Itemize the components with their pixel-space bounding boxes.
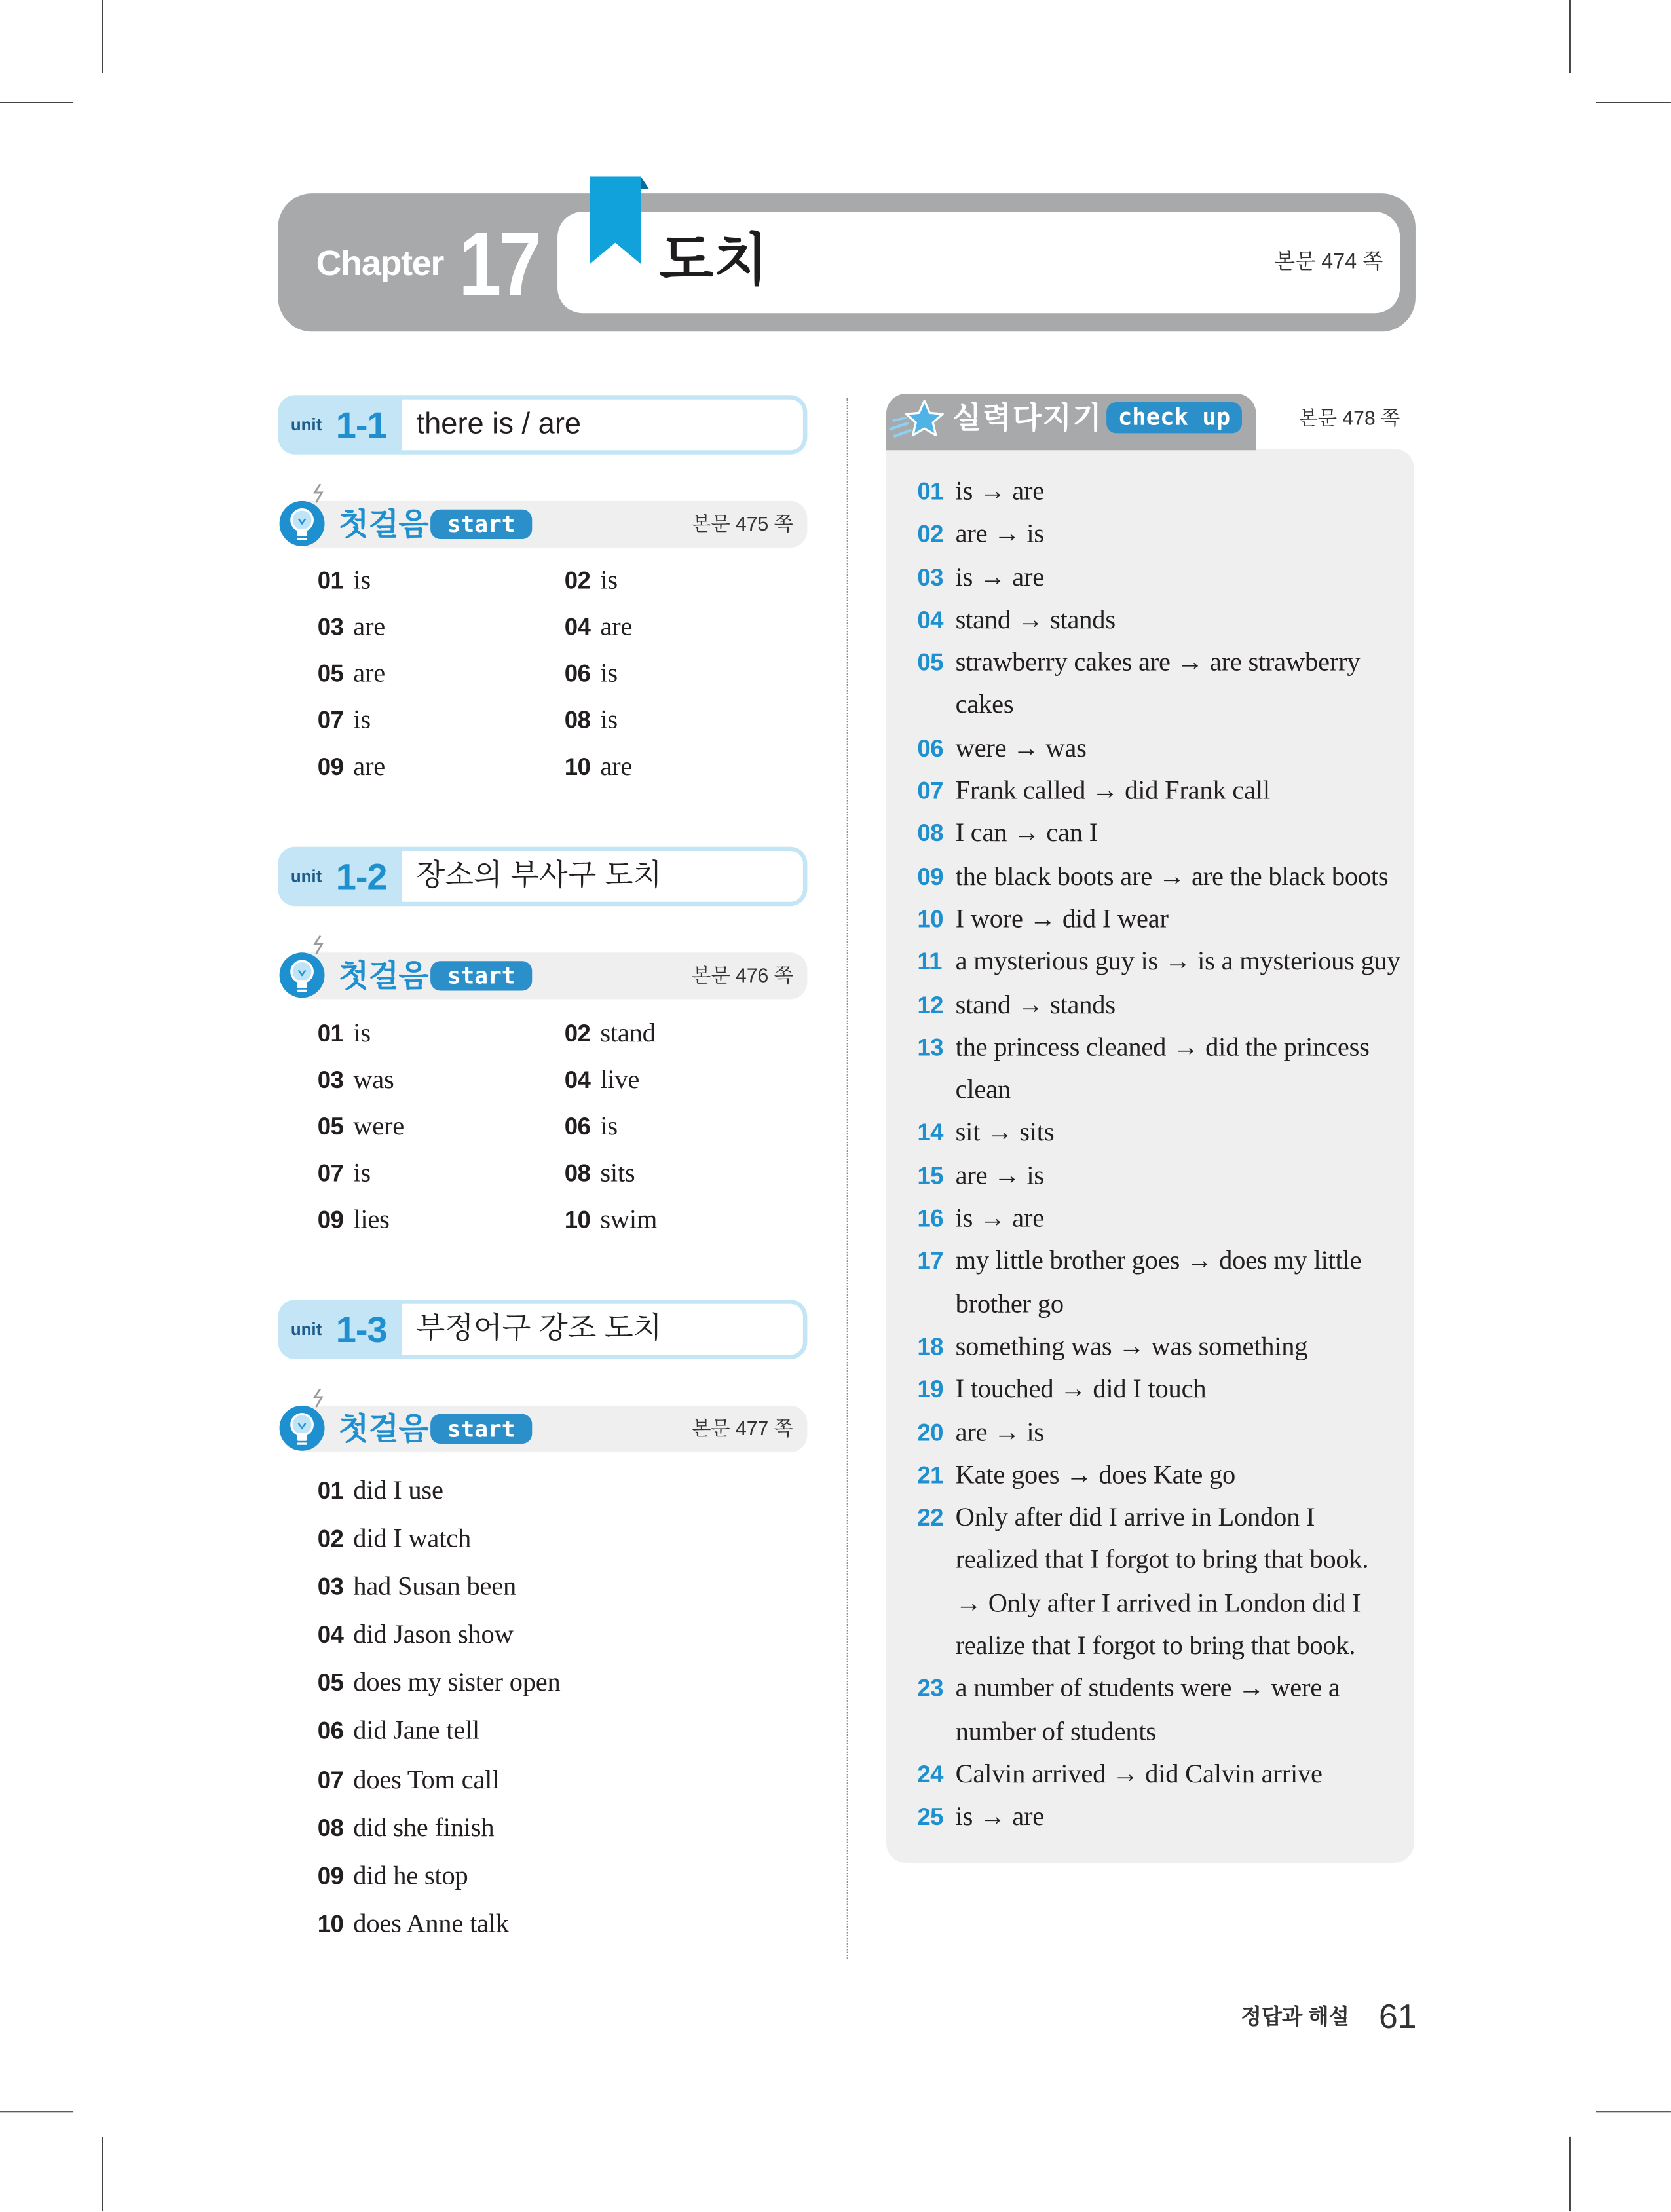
- answer-text: is: [600, 658, 618, 688]
- star-icon: [889, 398, 945, 443]
- section-bar: [278, 501, 807, 548]
- crop-mark: [1569, 0, 1571, 73]
- checkup-answer: [956, 514, 1404, 557]
- answer-list: [318, 1468, 808, 1949]
- checkup-tab: [886, 394, 1256, 450]
- checkup-number: 16: [917, 1205, 943, 1232]
- checkup-answer-line: are → is: [955, 1417, 1044, 1448]
- checkup-number: 25: [917, 1803, 943, 1831]
- unit-label: unit: [290, 1319, 322, 1340]
- answer-number: 06: [564, 660, 591, 687]
- answer-text: did I use: [353, 1476, 443, 1506]
- section-badge: start: [430, 510, 532, 539]
- checkup-item: [917, 1497, 1404, 1668]
- checkup-answer-line: are → is: [955, 1161, 1044, 1191]
- checkup-number: 08: [917, 820, 943, 848]
- answer-item: [318, 1103, 565, 1150]
- checkup-number: 10: [917, 906, 943, 933]
- checkup-item: [917, 1155, 1404, 1198]
- checkup-answer-line: Kate goes → does Kate go: [955, 1460, 1236, 1490]
- answer-number: 03: [317, 613, 344, 641]
- checkup-number: 22: [917, 1504, 943, 1531]
- answer-number: 09: [317, 753, 344, 780]
- checkup-answer: [956, 1241, 1404, 1327]
- answer-number: 05: [317, 660, 344, 687]
- checkup-answer-line: realized that I forgot to bring that book.: [955, 1546, 1369, 1576]
- answer-item: [318, 1901, 808, 1949]
- answer-text: did she finish: [353, 1812, 495, 1843]
- unit-header: [278, 395, 807, 454]
- answer-item: [565, 1010, 808, 1057]
- answer-item: [565, 650, 808, 696]
- answer-number: 02: [564, 1019, 591, 1047]
- checkup-number: 07: [917, 778, 943, 805]
- answer-text: stand: [600, 1018, 656, 1048]
- answer-item: [318, 1756, 808, 1804]
- checkup-answer: [956, 1155, 1404, 1198]
- checkup-number: 15: [917, 1162, 943, 1190]
- section-page-ref: 본문 476 쪽: [692, 964, 793, 986]
- section-bar: [278, 1406, 807, 1452]
- checkup-answer-line: is → are: [955, 1203, 1044, 1234]
- answer-number: 08: [564, 1159, 591, 1186]
- answer-item: [318, 1708, 808, 1756]
- answer-item: [318, 1660, 808, 1708]
- chapter-number: 17: [459, 213, 540, 315]
- lightbulb-icon: [278, 1404, 326, 1452]
- answer-number: 10: [564, 1206, 591, 1233]
- checkup-answer-line: are → is: [955, 519, 1044, 550]
- checkup-item: [917, 771, 1404, 814]
- chapter-label: Chapter: [316, 244, 444, 284]
- answer-text: live: [600, 1064, 640, 1095]
- checkup-answer-line: → Only after I arrived in London did I: [955, 1588, 1361, 1619]
- answer-text: are: [600, 611, 633, 642]
- checkup-number: 24: [917, 1761, 943, 1788]
- checkup-answer-line: is → are: [955, 1802, 1044, 1832]
- checkup-answer: [956, 1754, 1404, 1797]
- unit-number: 1-1: [335, 403, 387, 446]
- checkup-number: 18: [917, 1333, 943, 1360]
- checkup-answer: [956, 1113, 1404, 1155]
- footer-label: 정답과 해설: [1241, 2005, 1349, 2030]
- unit-number: 1-2: [335, 855, 387, 898]
- crop-mark: [1596, 102, 1671, 103]
- unit-label: unit: [290, 415, 322, 435]
- checkup-list: [917, 472, 1404, 1840]
- checkup-item: [917, 1797, 1404, 1839]
- answer-number: 10: [317, 1910, 344, 1938]
- answer-text: is: [353, 705, 371, 735]
- checkup-item: [917, 1412, 1404, 1455]
- answer-text: swim: [600, 1204, 658, 1235]
- unit-title: 부정어구 강조 도치: [416, 1312, 662, 1345]
- checkup-answer-line: Calvin arrived → did Calvin arrive: [955, 1759, 1323, 1790]
- answer-number: 05: [317, 1112, 344, 1140]
- checkup-item: [917, 1241, 1404, 1327]
- checkup-item: [917, 984, 1404, 1027]
- answer-item: [318, 1150, 565, 1196]
- checkup-item: [917, 472, 1404, 514]
- answer-item: [565, 1057, 808, 1103]
- section-page-ref: 본문 477 쪽: [692, 1417, 793, 1440]
- answer-number: 07: [317, 1766, 344, 1793]
- answer-number: 10: [564, 753, 591, 780]
- answer-number: 01: [317, 567, 344, 593]
- checkup-number: 06: [917, 735, 943, 762]
- answer-text: does Anne talk: [353, 1909, 509, 1939]
- crop-mark: [102, 2137, 103, 2211]
- chapter-title: 도치: [659, 230, 768, 292]
- answer-item: [565, 1103, 808, 1150]
- answer-list: [318, 557, 808, 789]
- answer-item: [565, 1196, 808, 1243]
- answer-item: [318, 696, 565, 743]
- unit-title-panel: [402, 1304, 803, 1355]
- answer-text: were: [353, 1111, 405, 1141]
- section-title: 첫걸음: [339, 1411, 429, 1447]
- unit-title: 장소의 부사구 도치: [416, 859, 662, 892]
- checkup-answer-line: stand → stands: [955, 605, 1116, 635]
- answer-item: [318, 603, 565, 650]
- answer-item: [565, 696, 808, 743]
- checkup-number: 01: [917, 478, 943, 506]
- answer-text: are: [353, 611, 386, 642]
- answer-number: 09: [317, 1862, 344, 1890]
- section-badge: start: [430, 1414, 532, 1444]
- answer-text: is: [353, 1157, 371, 1188]
- checkup-answer-line: number of students: [955, 1717, 1156, 1747]
- unit-header: [278, 847, 807, 906]
- checkup-number: 04: [917, 607, 943, 634]
- crop-mark: [0, 102, 73, 103]
- checkup-answer-line: cakes: [955, 690, 1014, 721]
- bookmark-icon: [590, 176, 649, 264]
- checkup-answer: [956, 1797, 1404, 1839]
- answer-item: [318, 1516, 808, 1564]
- answer-number: 01: [317, 1019, 344, 1047]
- answer-number: 04: [317, 1622, 344, 1649]
- answer-text: did Jason show: [353, 1620, 514, 1651]
- checkup-number: 03: [917, 563, 943, 591]
- checkup-item: [917, 1455, 1404, 1497]
- checkup-answer-line: is → are: [955, 562, 1044, 593]
- unit-number: 1-3: [335, 1308, 387, 1351]
- checkup-number: 09: [917, 863, 943, 890]
- checkup-answer: [956, 1455, 1404, 1497]
- checkup-answer-line: my little brother goes → does my little: [955, 1247, 1362, 1277]
- section-title: 첫걸음: [339, 958, 429, 994]
- checkup-answer: [956, 1027, 1404, 1113]
- checkup-answer: [956, 899, 1404, 941]
- checkup-answer: [956, 728, 1404, 770]
- answer-number: 04: [564, 613, 591, 641]
- checkup-number: 02: [917, 521, 943, 548]
- unit-label: unit: [290, 866, 322, 887]
- checkup-answer-line: were → was: [955, 733, 1087, 764]
- checkup-item: [917, 514, 1404, 557]
- checkup-answer-line: I can → can I: [955, 819, 1098, 849]
- checkup-answer-line: sit → sits: [955, 1118, 1055, 1148]
- section-page-ref: 본문 475 쪽: [692, 512, 793, 535]
- answer-number: 07: [317, 1159, 344, 1186]
- answer-number: 02: [564, 567, 591, 593]
- answer-item: [318, 1010, 565, 1057]
- checkup-answer-line: brother go: [955, 1289, 1064, 1319]
- checkup-answer-line: stand → stands: [955, 990, 1116, 1020]
- answer-number: 08: [564, 706, 591, 734]
- answer-item: [565, 1150, 808, 1196]
- answer-item: [318, 1852, 808, 1900]
- answer-text: is: [600, 565, 618, 595]
- checkup-answer: [956, 1497, 1404, 1668]
- answer-list: [318, 1010, 808, 1243]
- answer-item: [565, 603, 808, 650]
- checkup-page-ref: 본문 478 쪽: [1298, 406, 1400, 429]
- answer-text: does Tom call: [353, 1765, 500, 1795]
- checkup-number: 11: [917, 948, 942, 976]
- lightbulb-icon: [278, 500, 326, 548]
- checkup-item: [917, 643, 1404, 728]
- crop-mark: [102, 0, 103, 73]
- answer-text: are: [353, 751, 386, 781]
- lightbulb-icon: [278, 951, 326, 999]
- answer-item: [565, 557, 808, 603]
- answer-number: 02: [317, 1526, 344, 1553]
- answer-item: [318, 1468, 808, 1516]
- checkup-answer-line: strawberry cakes are → are strawberry: [955, 648, 1361, 678]
- answer-item: [318, 1612, 808, 1660]
- answer-item: [565, 743, 808, 789]
- checkup-title: 실력다지기: [952, 402, 1103, 435]
- answer-number: 06: [317, 1718, 344, 1745]
- answer-item: [318, 1196, 565, 1243]
- checkup-answer: [956, 1369, 1404, 1412]
- checkup-number: 19: [917, 1376, 943, 1404]
- checkup-answer: [956, 472, 1404, 514]
- checkup-item: [917, 557, 1404, 599]
- answer-text: had Susan been: [353, 1572, 517, 1602]
- answer-number: 06: [564, 1112, 591, 1140]
- answer-text: does my sister open: [353, 1668, 561, 1698]
- unit-title-panel: [402, 851, 803, 902]
- checkup-item: [917, 599, 1404, 642]
- answer-item: [318, 650, 565, 696]
- chapter-page-ref: 본문 474 쪽: [1274, 250, 1383, 274]
- checkup-answer-line: I touched → did I touch: [955, 1374, 1207, 1405]
- answer-number: 07: [317, 706, 344, 734]
- answer-item: [318, 1564, 808, 1612]
- checkup-number: 17: [917, 1248, 943, 1275]
- checkup-answer: [956, 1326, 1404, 1369]
- checkup-number: 20: [917, 1419, 943, 1446]
- checkup-number: 12: [917, 991, 943, 1019]
- answer-number: 01: [317, 1477, 344, 1505]
- crop-mark: [1596, 2111, 1671, 2112]
- checkup-answer: [956, 814, 1404, 856]
- answer-text: did I watch: [353, 1524, 471, 1554]
- chapter-title-box: [557, 212, 1400, 313]
- checkup-answer: [956, 942, 1404, 984]
- answer-number: 08: [317, 1814, 344, 1841]
- answer-text: lies: [353, 1204, 390, 1235]
- checkup-item: [917, 1668, 1404, 1754]
- section-bar: [278, 952, 807, 999]
- checkup-number: 21: [917, 1461, 943, 1489]
- unit-header: [278, 1300, 807, 1359]
- checkup-item: [917, 814, 1404, 856]
- answer-number: 03: [317, 1066, 344, 1093]
- answer-text: is: [353, 1018, 371, 1048]
- checkup-answer: [956, 557, 1404, 599]
- checkup-answer-line: the princess cleaned → did the princess: [955, 1032, 1370, 1063]
- checkup-badge: check up: [1106, 402, 1242, 433]
- section-badge: start: [430, 961, 532, 990]
- checkup-answer-line: the black boots are → are the black boots: [955, 861, 1389, 891]
- checkup-answer-line: Frank called → did Frank call: [955, 776, 1270, 806]
- checkup-item: [917, 728, 1404, 770]
- answer-number: 03: [317, 1573, 344, 1601]
- answer-text: did he stop: [353, 1861, 468, 1891]
- crop-mark: [1569, 2137, 1571, 2211]
- answer-text: sits: [600, 1157, 635, 1188]
- checkup-item: [917, 899, 1404, 941]
- checkup-answer: [956, 856, 1404, 899]
- checkup-item: [917, 1754, 1404, 1797]
- checkup-answer-line: realize that I forgot to bring that book.: [955, 1631, 1356, 1661]
- checkup-answer-line: something was → was something: [955, 1332, 1308, 1362]
- section-title: 첫걸음: [339, 506, 429, 542]
- checkup-answer: [956, 771, 1404, 814]
- checkup-answer-line: a mysterious guy is → is a mysterious guy: [955, 947, 1400, 977]
- unit-title: there is / are: [416, 407, 582, 441]
- checkup-item: [917, 942, 1404, 984]
- checkup-answer-line: I wore → did I wear: [955, 904, 1169, 935]
- answer-text: are: [353, 658, 386, 688]
- unit-title-panel: [402, 400, 803, 451]
- answer-text: are: [600, 751, 633, 781]
- checkup-answer: [956, 984, 1404, 1027]
- checkup-item: [917, 1369, 1404, 1412]
- checkup-answer-line: Only after did I arrive in London I: [955, 1503, 1315, 1533]
- checkup-number: 23: [917, 1676, 943, 1703]
- page-number: 61: [1378, 1998, 1417, 2036]
- chapter-header: [278, 193, 1416, 331]
- checkup-answer: [956, 1412, 1404, 1455]
- answer-number: 04: [564, 1066, 591, 1093]
- checkup-answer: [956, 643, 1404, 728]
- answer-item: [318, 1057, 565, 1103]
- checkup-answer-line: is → are: [955, 477, 1044, 507]
- answer-text: is: [600, 705, 618, 735]
- checkup-answer: [956, 599, 1404, 642]
- checkup-answer-line: a number of students were → were a: [955, 1674, 1340, 1704]
- checkup-number: 14: [917, 1119, 943, 1147]
- checkup-item: [917, 1027, 1404, 1113]
- answer-number: 09: [317, 1206, 344, 1233]
- checkup-item: [917, 1113, 1404, 1155]
- column-divider: [847, 398, 848, 1959]
- answer-text: is: [353, 565, 371, 595]
- answer-text: is: [600, 1111, 618, 1141]
- checkup-answer: [956, 1198, 1404, 1241]
- answer-text: was: [353, 1064, 394, 1095]
- checkup-number: 05: [917, 649, 943, 677]
- answer-item: [318, 1805, 808, 1852]
- answer-text: did Jane tell: [353, 1716, 480, 1747]
- checkup-item: [917, 1198, 1404, 1241]
- crop-mark: [0, 2111, 73, 2112]
- checkup-answer-line: clean: [955, 1076, 1011, 1106]
- checkup-item: [917, 1326, 1404, 1369]
- checkup-answer: [956, 1668, 1404, 1754]
- checkup-number: 13: [917, 1034, 943, 1061]
- answer-item: [318, 557, 565, 603]
- answer-item: [318, 743, 565, 789]
- answer-number: 05: [317, 1670, 344, 1697]
- checkup-item: [917, 856, 1404, 899]
